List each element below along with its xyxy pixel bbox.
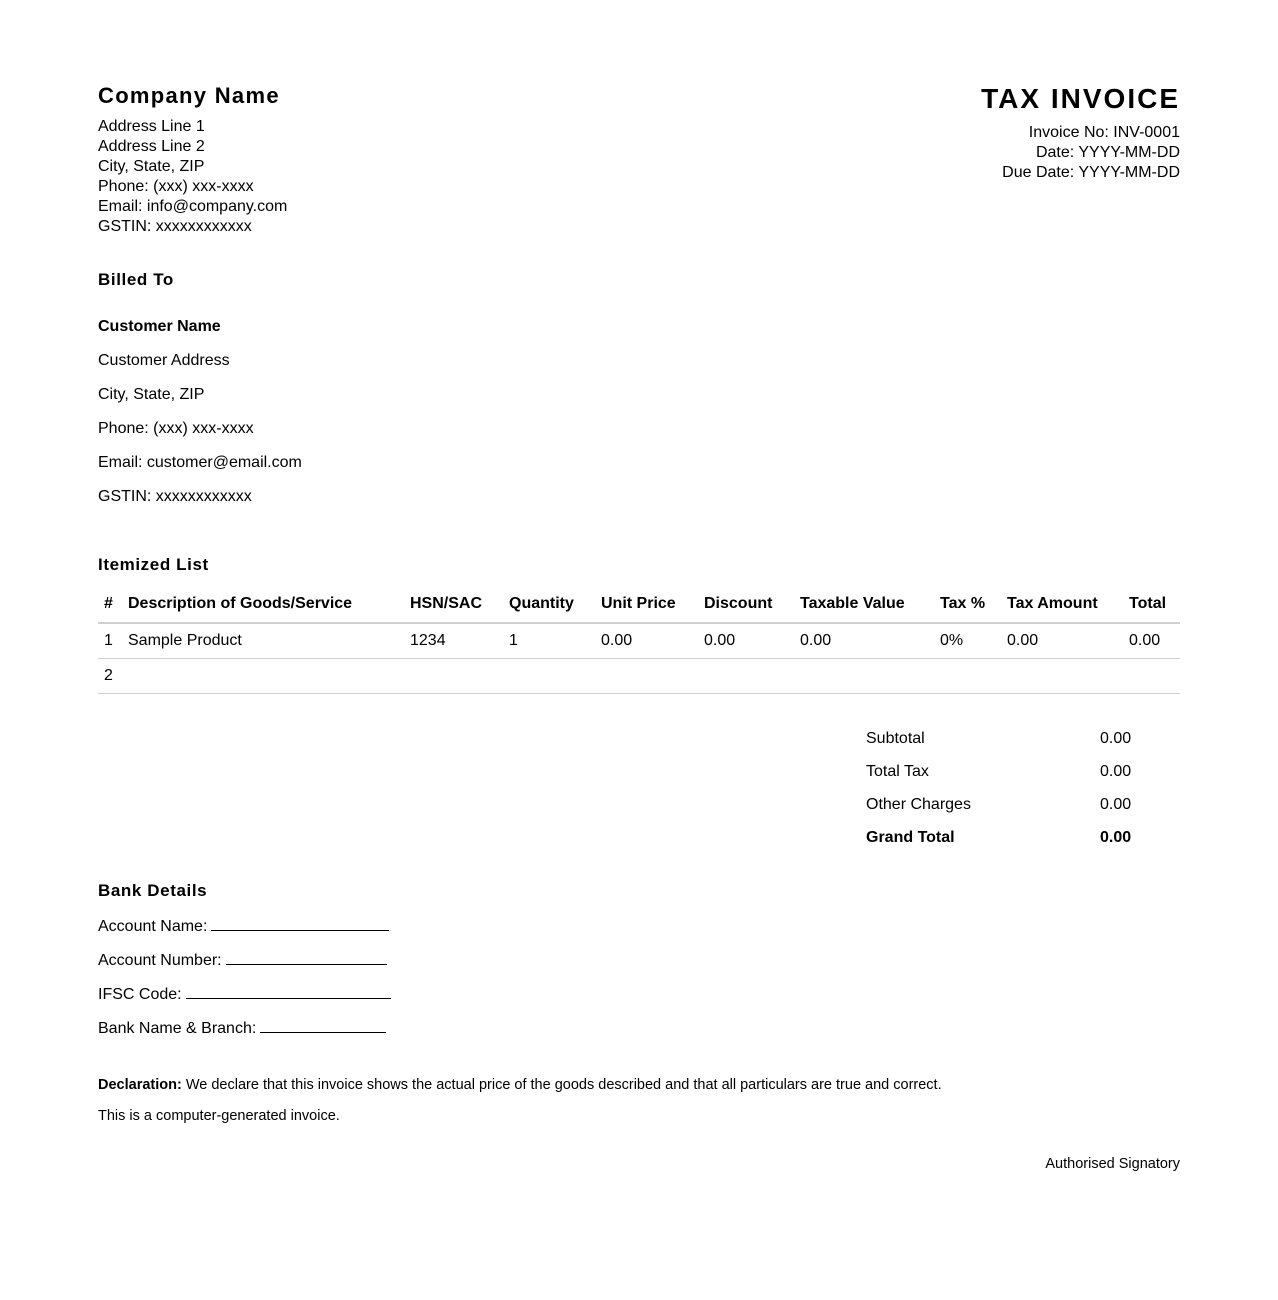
cell bbox=[509, 659, 601, 694]
cell: 0.00 bbox=[1129, 623, 1180, 659]
cell: Sample Product bbox=[128, 623, 410, 659]
account-number-blank bbox=[226, 950, 387, 965]
company-email: Email: info@company.com bbox=[98, 198, 288, 215]
invoice-date: Date: YYYY-MM-DD bbox=[1035, 144, 1180, 161]
table-row bbox=[98, 659, 1180, 694]
total-tax-value: 0.00 bbox=[1100, 763, 1132, 780]
invoice-number: Invoice No: INV-0001 bbox=[1028, 124, 1180, 141]
cell bbox=[410, 659, 509, 694]
column-header: Total bbox=[1129, 586, 1180, 623]
account-name-label: Account Name: bbox=[98, 918, 208, 935]
bank-branch-blank bbox=[260, 1018, 386, 1033]
customer-address: Customer Address bbox=[98, 352, 230, 369]
cell bbox=[940, 659, 1007, 694]
cell: 0.00 bbox=[1007, 623, 1129, 659]
company-phone: Phone: (xxx) xxx-xxxx bbox=[98, 178, 254, 195]
declaration bbox=[98, 1077, 942, 1093]
cell bbox=[601, 659, 704, 694]
billed-to-heading: Billed To bbox=[98, 270, 174, 289]
cell: 1234 bbox=[410, 623, 509, 659]
company-address-line: Address Line 2 bbox=[98, 138, 205, 155]
cell bbox=[800, 659, 940, 694]
cell: 0.00 bbox=[601, 623, 704, 659]
ifsc-label: IFSC Code: bbox=[98, 986, 182, 1003]
company-address bbox=[98, 117, 287, 237]
cell bbox=[704, 659, 800, 694]
other-charges-label: Other Charges bbox=[866, 796, 971, 813]
column-header: Discount bbox=[704, 586, 800, 623]
cell bbox=[1007, 659, 1129, 694]
totals-summary bbox=[866, 730, 1131, 862]
cell bbox=[128, 659, 410, 694]
invoice-meta bbox=[1002, 123, 1180, 183]
customer-name: Customer Name bbox=[98, 318, 221, 335]
company-name: Company Name bbox=[98, 83, 280, 108]
cell: 0.00 bbox=[800, 623, 940, 659]
column-header: Taxable Value bbox=[800, 586, 940, 623]
column-header: Quantity bbox=[509, 586, 601, 623]
table-header-row bbox=[98, 586, 1180, 623]
customer-phone: Phone: (xxx) xxx-xxxx bbox=[98, 420, 254, 437]
declaration-text: We declare that this invoice shows the actual price of the goods described and that all particulars are true and correct. bbox=[181, 1077, 942, 1093]
invoice-due-date: Due Date: YYYY-MM-DD bbox=[1002, 164, 1180, 181]
account-name-row bbox=[98, 916, 391, 950]
computer-generated-note: This is a computer-generated invoice. bbox=[98, 1108, 340, 1124]
column-header: HSN/SAC bbox=[410, 586, 509, 623]
cell: 0% bbox=[940, 623, 1007, 659]
cell bbox=[1129, 659, 1180, 694]
column-header: Tax Amount bbox=[1007, 586, 1129, 623]
invoice-title: TAX INVOICE bbox=[981, 83, 1180, 114]
declaration-label: Declaration: bbox=[98, 1077, 182, 1093]
authorised-signatory: Authorised Signatory bbox=[1045, 1156, 1180, 1172]
grand-total-row bbox=[866, 829, 1131, 862]
column-header: Description of Goods/Service bbox=[128, 586, 410, 623]
total-tax-label: Total Tax bbox=[866, 763, 929, 780]
other-charges-value: 0.00 bbox=[1100, 796, 1132, 813]
subtotal-label: Subtotal bbox=[866, 730, 925, 747]
bank-details-heading: Bank Details bbox=[98, 881, 208, 900]
account-number-row bbox=[98, 950, 391, 984]
grand-total-label: Grand Total bbox=[866, 829, 955, 846]
subtotal-row bbox=[866, 730, 1131, 763]
account-number-label: Account Number: bbox=[98, 952, 222, 969]
cell: 0.00 bbox=[704, 623, 800, 659]
company-city: City, State, ZIP bbox=[98, 158, 205, 175]
bank-details bbox=[98, 916, 391, 1052]
ifsc-blank bbox=[186, 984, 391, 999]
other-charges-row bbox=[866, 796, 1131, 829]
customer-email: Email: customer@email.com bbox=[98, 454, 302, 471]
grand-total-value: 0.00 bbox=[1100, 829, 1132, 846]
table-row bbox=[98, 623, 1180, 659]
bank-branch-label: Bank Name & Branch: bbox=[98, 1020, 257, 1037]
cell: 1 bbox=[98, 623, 128, 659]
account-name-blank bbox=[211, 916, 389, 931]
customer-details bbox=[98, 318, 302, 522]
column-header: # bbox=[98, 586, 128, 623]
customer-gstin: GSTIN: xxxxxxxxxxxx bbox=[98, 488, 252, 505]
company-gstin: GSTIN: xxxxxxxxxxxx bbox=[98, 218, 252, 235]
column-header: Tax % bbox=[940, 586, 1007, 623]
subtotal-value: 0.00 bbox=[1100, 730, 1132, 747]
total-tax-row bbox=[866, 763, 1131, 796]
cell: 1 bbox=[509, 623, 601, 659]
cell: 2 bbox=[98, 659, 128, 694]
company-address-line: Address Line 1 bbox=[98, 118, 205, 135]
itemized-list-heading: Itemized List bbox=[98, 555, 209, 574]
customer-city: City, State, ZIP bbox=[98, 386, 205, 403]
items-table bbox=[98, 586, 1180, 694]
column-header: Unit Price bbox=[601, 586, 704, 623]
bank-branch-row bbox=[98, 1018, 391, 1052]
ifsc-row bbox=[98, 984, 391, 1018]
